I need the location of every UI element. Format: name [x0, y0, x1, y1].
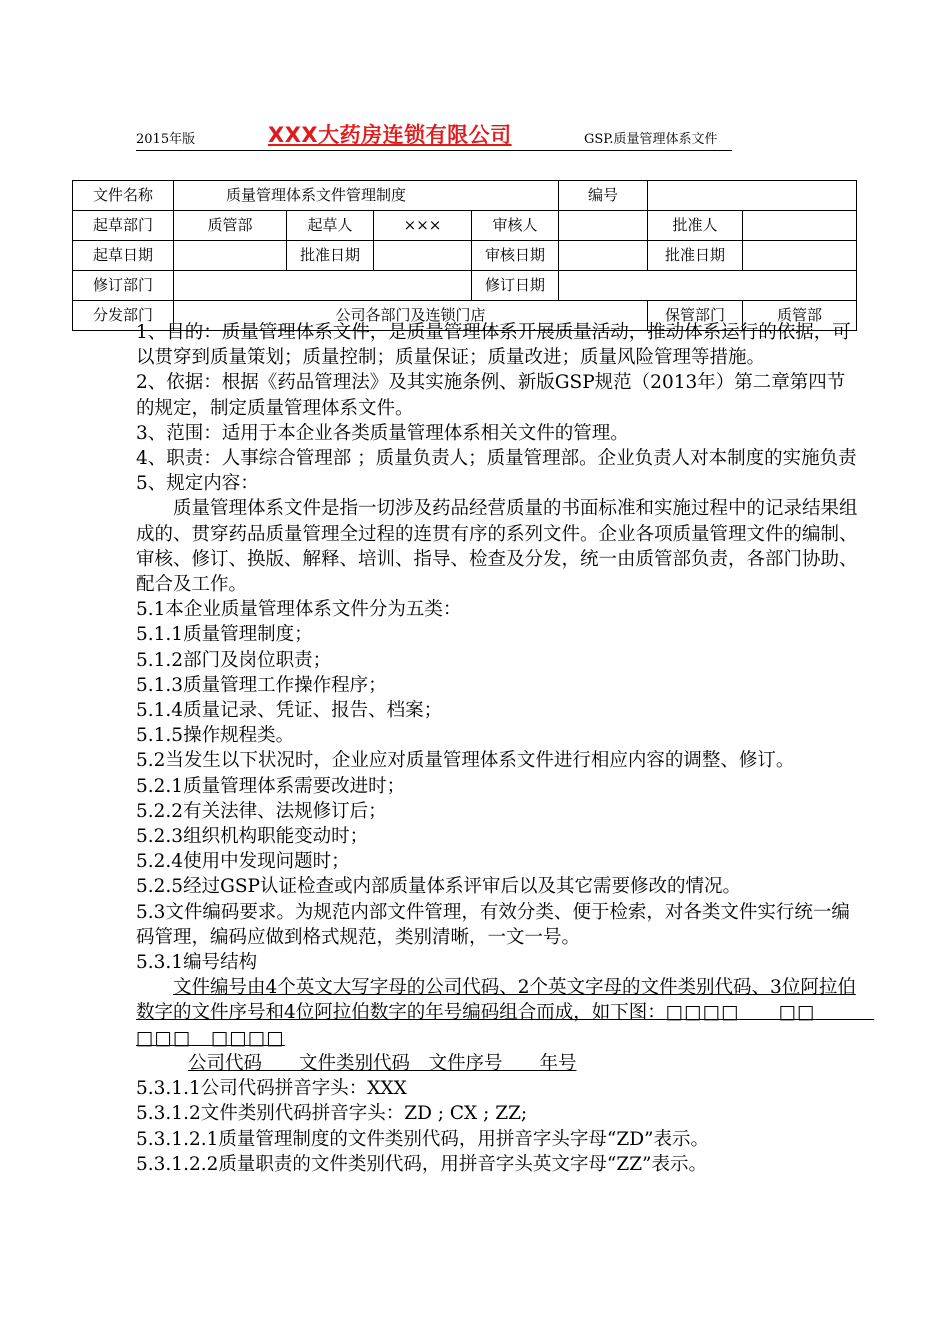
section-5-1-4: 5.1.4质量记录、凭证、报告、档案；	[136, 700, 443, 722]
number-label: 编号	[559, 181, 648, 211]
draft-date-label: 起草日期	[73, 241, 174, 271]
responsibility-paragraph: 4、职责：人事综合管理部 ；质量负责人；质量管理部。企业负责人对本制度的实施负责	[136, 448, 857, 470]
document-body	[136, 320, 875, 1177]
approve-date-value-2	[743, 241, 857, 271]
revise-dept-label: 修订部门	[73, 271, 174, 301]
draft-dept-value: 质管部	[174, 211, 287, 241]
keep-dept-label: 保管部门	[648, 301, 743, 331]
section-5-2-2: 5.2.2有关法律、法规修订后；	[136, 800, 387, 822]
number-value	[648, 181, 857, 211]
dist-dept-label: 分发部门	[73, 301, 174, 331]
section-5-2-1: 5.2.1质量管理体系需要改进时；	[136, 775, 406, 797]
structure-text: 文件编号由4个英文大写字母的公司代码、2个英文字母的文件类别代码、3位阿拉伯数字的文件序号和4位阿拉伯数字的年号编码组合而成，如下图：	[136, 977, 856, 1024]
revise-date-label: 修订日期	[472, 271, 559, 301]
edition-label: 2015年版	[136, 132, 196, 147]
section-5-2-3: 5.2.3组织机构职能变动时；	[136, 826, 369, 848]
draft-dept-label: 起草部门	[73, 211, 174, 241]
table-row	[73, 271, 857, 301]
basis-paragraph: 2、依据：根据《药品管理法》及其实施条例、新版GSP规范（2013年）第二章第四节的规定，制定质量管理体系文件。	[136, 372, 846, 419]
section-5-1-3: 5.1.3质量管理工作操作程序；	[136, 674, 387, 696]
review-date-label: 审核日期	[472, 241, 559, 271]
company-title: XXX大药房连锁有限公司	[268, 123, 512, 147]
table-row	[73, 211, 857, 241]
approver-label: 批准人	[648, 211, 743, 241]
document-category: GSP.质量管理体系文件	[584, 132, 718, 147]
file-name-label: 文件名称	[73, 181, 174, 211]
section-5-3-1-2: 5.3.1.2文件类别代码拼音字头：ZD ; CX ; ZZ;	[136, 1103, 528, 1125]
table-row	[73, 181, 857, 211]
section-5-3: 5.3文件编码要求。为规范内部文件管理，有效分类、便于检索，对各类文件实行统一编码管理，编码应做到格式规范，类别清晰，一文一号。	[136, 901, 850, 948]
dist-dept-value: 公司各部门及连锁门店	[174, 301, 648, 331]
scope-paragraph: 3、范围：适用于本企业各类质量管理体系相关文件的管理。	[136, 422, 629, 444]
revise-dept-value	[174, 271, 472, 301]
approve-date-value	[374, 241, 472, 271]
structure-paragraph	[136, 975, 875, 1051]
code-boxes: □□□□ □□ □□□ □□□□	[136, 1002, 875, 1049]
section-5-1-5: 5.1.5操作规程类。	[136, 725, 295, 747]
document-header	[136, 122, 732, 151]
document-info-table	[72, 180, 857, 331]
reviewer-label: 审核人	[472, 211, 559, 241]
approver-value	[743, 211, 857, 241]
table-row	[73, 241, 857, 271]
section-5-1-1: 5.1.1质量管理制度；	[136, 624, 313, 646]
code-caption: 公司代码 文件类别代码 文件序号 年号	[188, 1052, 577, 1074]
revise-date-value	[559, 271, 857, 301]
section-5-3-1-2-1: 5.3.1.2.1质量管理制度的文件类别代码，用拼音字头字母“ZD”表示。	[136, 1128, 709, 1150]
reviewer-value	[559, 211, 648, 241]
section-5-2: 5.2当发生以下状况时，企业应对质量管理体系文件进行相应内容的调整、修订。	[136, 750, 795, 772]
section-5-3-1-2-2: 5.3.1.2.2质量职责的文件类别代码，用拼音字头英文字母“ZZ”表示。	[136, 1153, 707, 1175]
drafter-value: ×××	[374, 211, 472, 241]
rules-intro-paragraph: 质量管理体系文件是指一切涉及药品经营质量的书面标准和实施过程中的记录结果组成的、贯穿药品质量管理全过程的连贯有序的系列文件。企业各项质量管理文件的编制、审核、修订、换版、解释、培训、指导、检查及分发，统一由质管部负责，各部门协助、配合及工作。	[136, 498, 858, 596]
rules-heading: 5、规定内容：	[136, 473, 259, 495]
section-5-2-4: 5.2.4使用中发现问题时；	[136, 851, 350, 873]
draft-date-value	[174, 241, 287, 271]
section-5-2-5: 5.2.5经过GSP认证检查或内部质量体系评审后以及其它需要修改的情况。	[136, 876, 741, 898]
approve-date-label-2: 批准日期	[648, 241, 743, 271]
section-5-3-1: 5.3.1编号结构	[136, 952, 258, 974]
drafter-label: 起草人	[287, 211, 374, 241]
section-5-1: 5.1本企业质量管理体系文件分为五类：	[136, 599, 462, 621]
section-5-1-2: 5.1.2部门及岗位职责；	[136, 649, 332, 671]
section-5-3-1-1: 5.3.1.1公司代码拼音字头：XXX	[136, 1078, 407, 1100]
purpose-paragraph: 1、目的：质量管理体系文件，是质量管理体系开展质量活动，推动体系运行的依据，可以贯穿到质量策划；质量控制；质量保证；质量改进；质量风险管理等措施。	[136, 322, 851, 369]
review-date-value	[559, 241, 648, 271]
file-name-value: 质量管理体系文件管理制度	[174, 181, 559, 211]
approve-date-label: 批准日期	[287, 241, 374, 271]
keep-dept-value: 质管部	[743, 301, 857, 331]
